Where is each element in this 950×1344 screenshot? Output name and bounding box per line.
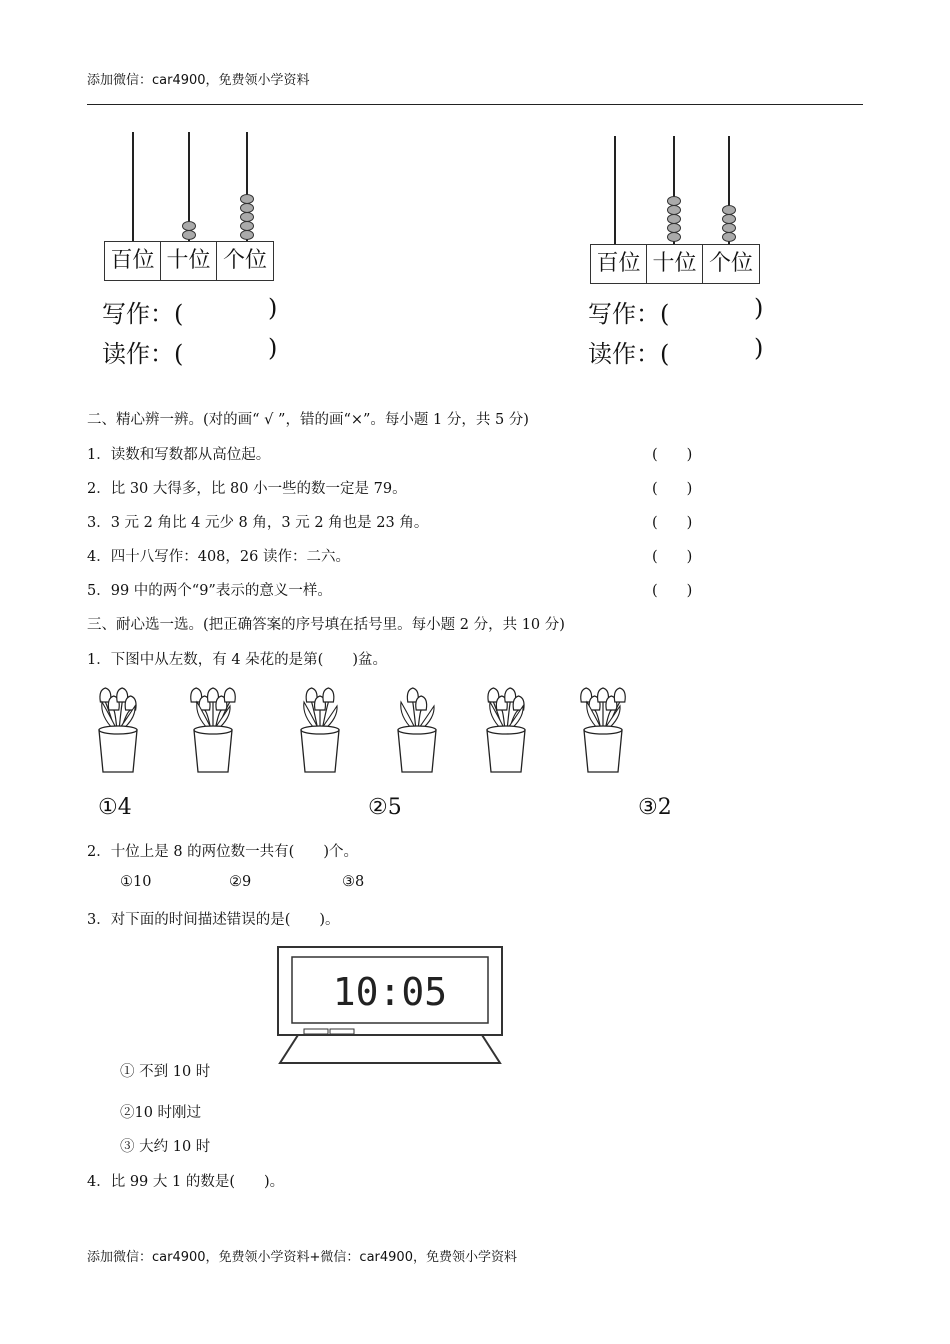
abacus-bead xyxy=(668,206,681,215)
header-divider xyxy=(87,104,863,105)
abacus-left-rods xyxy=(104,128,276,242)
abacus-bead xyxy=(668,224,681,233)
abacus-bead xyxy=(723,215,736,224)
place-ones: 个位 xyxy=(222,248,267,273)
write-line-left xyxy=(102,294,278,329)
header-text: 添加微信：car4900，免费领小学资料 xyxy=(87,73,310,88)
q2-option-1[interactable]: ①10 xyxy=(120,874,152,890)
q3-option-1[interactable]: ① 不到 10 时 xyxy=(120,1064,211,1080)
q2-option-2[interactable]: ②9 xyxy=(229,874,252,890)
abacus-bead xyxy=(241,222,254,231)
abacus-bead xyxy=(241,231,254,240)
abacus-bead xyxy=(668,215,681,224)
abacus-right-rods xyxy=(590,132,762,244)
flower-pot xyxy=(398,688,436,772)
abacus-bead xyxy=(723,233,736,242)
abacus-bead xyxy=(183,231,196,240)
abacus-bead xyxy=(668,233,681,242)
close-paren: ) xyxy=(754,334,764,362)
judge-answer-box-4[interactable]: ( ) xyxy=(652,549,693,565)
abacus-bead xyxy=(723,206,736,215)
q2-option-3[interactable]: ③8 xyxy=(342,874,365,890)
digital-clock-illustration xyxy=(276,945,504,1065)
write-line-right xyxy=(588,294,764,329)
q1-option-3[interactable]: ③2 xyxy=(638,795,672,820)
place-tens: 十位 xyxy=(161,242,217,280)
clock-display: 10:05 xyxy=(332,970,448,1014)
flower-pot xyxy=(487,688,525,772)
judge-item-3: 3．3 元 2 角比 4 元少 8 角，3 元 2 角也是 23 角。 xyxy=(87,515,429,531)
abacus-bead xyxy=(241,195,254,204)
abacus-bead xyxy=(183,222,196,231)
judge-item-2: 2．比 30 大得多，比 80 小一些的数一定是 79。 xyxy=(87,481,407,497)
abacus-bead xyxy=(241,213,254,222)
q4-text: 4．比 99 大 1 的数是( )。 xyxy=(87,1174,285,1190)
q2-text: 2．十位上是 8 的两位数一共有( )个。 xyxy=(87,844,358,860)
footer-text: 添加微信：car4900，免费领小学资料+微信：car4900，免费领小学资料 xyxy=(87,1250,517,1265)
q3-option-3[interactable]: ③ 大约 10 时 xyxy=(120,1139,211,1155)
judge-answer-box-2[interactable]: ( ) xyxy=(652,481,693,497)
judge-item-5: 5．99 中的两个“9”表示的意义一样。 xyxy=(87,583,332,599)
read-line-left xyxy=(102,334,278,369)
q3-text: 3．对下面的时间描述错误的是( )。 xyxy=(87,912,340,928)
judge-answer-box-5[interactable]: ( ) xyxy=(652,583,693,599)
abacus-bead xyxy=(668,197,681,206)
close-paren: ) xyxy=(754,294,764,322)
abacus-left-place-labels xyxy=(104,241,274,281)
place-hundreds: 百位 xyxy=(105,242,161,280)
judge-answer-box-3[interactable]: ( ) xyxy=(652,515,693,531)
read-label: 读作：( xyxy=(102,340,184,368)
q3-option-2[interactable]: ②10 时刚过 xyxy=(120,1105,202,1121)
abacus-bead xyxy=(241,204,254,213)
place-ones: 个位 xyxy=(708,251,753,276)
close-paren: ) xyxy=(268,334,278,362)
read-label: 读作：( xyxy=(588,340,670,368)
flower-pot xyxy=(301,688,339,772)
read-line-right xyxy=(588,334,764,369)
write-label: 写作：( xyxy=(588,300,670,328)
place-hundreds: 百位 xyxy=(591,245,647,283)
q1-option-2[interactable]: ②5 xyxy=(368,795,402,820)
place-tens: 十位 xyxy=(647,245,703,283)
abacus-right-place-labels xyxy=(590,244,760,284)
flower-pot xyxy=(191,688,235,772)
q1-text: 1．下图中从左数，有 4 朵花的是第( )盆。 xyxy=(87,652,387,668)
flower-pot xyxy=(99,688,137,772)
close-paren: ) xyxy=(268,294,278,322)
flower-pot xyxy=(581,688,625,772)
section2-title: 二、精心辨一辨。(对的画“ √ ”，错的画“×”。每小题 1 分，共 5 分) xyxy=(87,412,529,428)
judge-item-4: 4．四十八写作：408，26 读作：二六。 xyxy=(87,549,350,565)
section3-title: 三、耐心选一选。(把正确答案的序号填在括号里。每小题 2 分，共 10 分) xyxy=(87,617,565,633)
q1-option-1[interactable]: ①4 xyxy=(98,795,132,820)
abacus-bead xyxy=(723,224,736,233)
judge-item-1: 1．读数和写数都从高位起。 xyxy=(87,447,271,463)
write-label: 写作：( xyxy=(102,300,184,328)
judge-answer-box-1[interactable]: ( ) xyxy=(652,447,693,463)
flower-pots-illustration xyxy=(88,680,658,780)
